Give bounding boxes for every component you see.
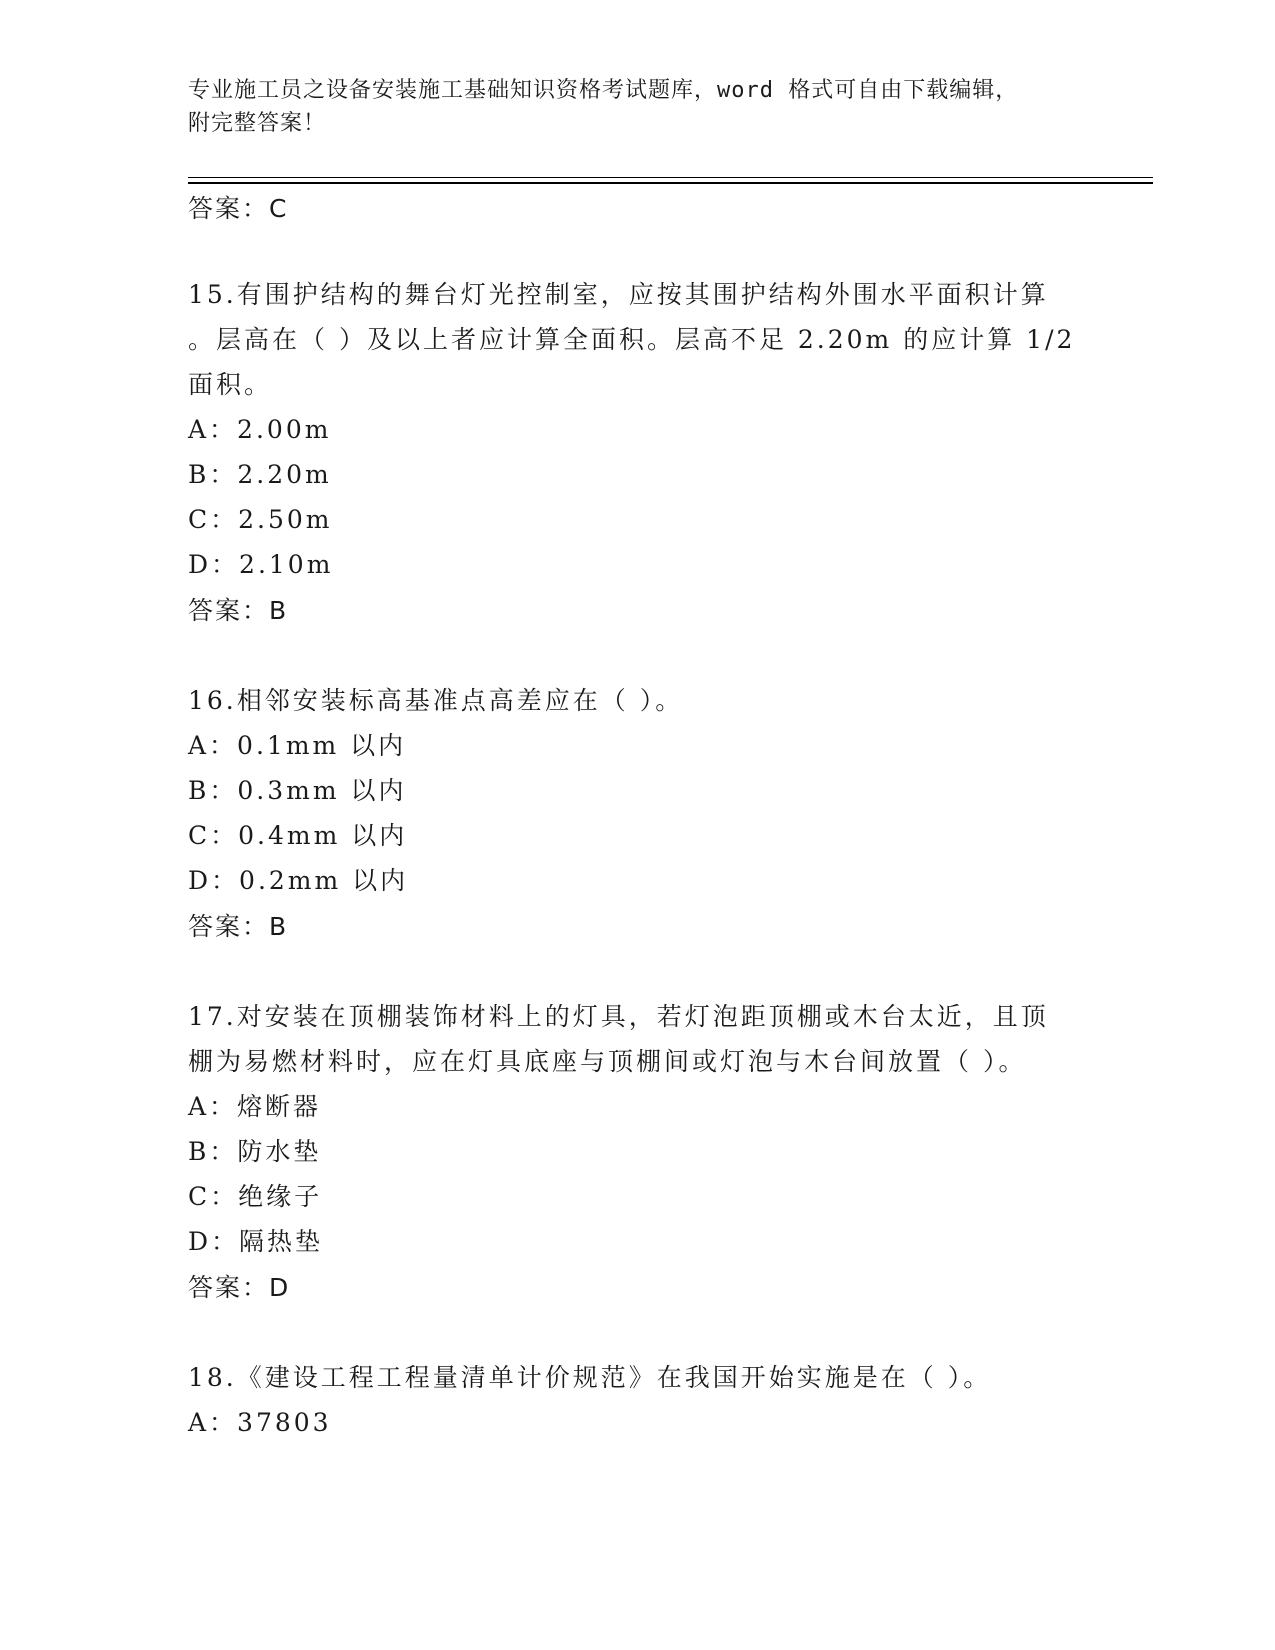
question-16-line-1: 16.相邻安装标高基准点高差应在（ ）。	[188, 686, 684, 715]
question-15-option-b: B：2.20m	[188, 460, 332, 489]
question-18-line-1: 18.《建设工程工程量清单计价规范》在我国开始实施是在（ ）。	[188, 1363, 992, 1392]
previous-answer: 答案：C	[188, 194, 289, 223]
question-16-option-c: C：0.4mm 以内	[188, 821, 408, 850]
question-18-option-a: A：37803	[188, 1408, 332, 1437]
question-17-option-c: C：绝缘子	[188, 1182, 323, 1211]
question-15-option-c: C：2.50m	[188, 505, 333, 534]
question-17-answer: 答案：D	[188, 1273, 291, 1302]
question-16-option-d: D：0.2mm 以内	[188, 866, 409, 895]
header-line-2: 附完整答案！	[188, 111, 327, 136]
question-17-option-a: A：熔断器	[188, 1092, 322, 1121]
header-divider-thick	[188, 182, 1153, 184]
question-17-option-d: D：隔热垫	[188, 1227, 324, 1256]
question-15-line-3: 面积。	[188, 370, 273, 399]
header-line-1: 专业施工员之设备安装施工基础知识资格考试题库，word 格式可自由下载编辑，	[188, 78, 1019, 103]
question-15-option-d: D：2.10m	[188, 550, 334, 579]
question-16-answer: 答案：B	[188, 912, 289, 941]
question-15-line-1: 15.有围护结构的舞台灯光控制室，应按其围护结构外围水平面积计算	[188, 280, 1049, 309]
question-15-answer: 答案：B	[188, 596, 289, 625]
question-15-option-a: A：2.00m	[188, 415, 332, 444]
question-17-line-2: 棚为易燃材料时，应在灯具底座与顶棚间或灯泡与木台间放置（ ）。	[188, 1047, 1027, 1076]
question-17-option-b: B：防水垫	[188, 1137, 322, 1166]
document-header	[188, 74, 1068, 140]
question-16-option-a: A：0.1mm 以内	[188, 731, 407, 760]
question-15-line-2: 。层高在（ ）及以上者应计算全面积。层高不足 2.20m 的应计算 1/2	[188, 325, 1076, 354]
header-divider-thin	[188, 177, 1153, 178]
question-17-line-1: 17.对安装在顶棚装饰材料上的灯具，若灯泡距顶棚或木台太近，且顶	[188, 1002, 1049, 1031]
question-16-option-b: B：0.3mm 以内	[188, 776, 407, 805]
